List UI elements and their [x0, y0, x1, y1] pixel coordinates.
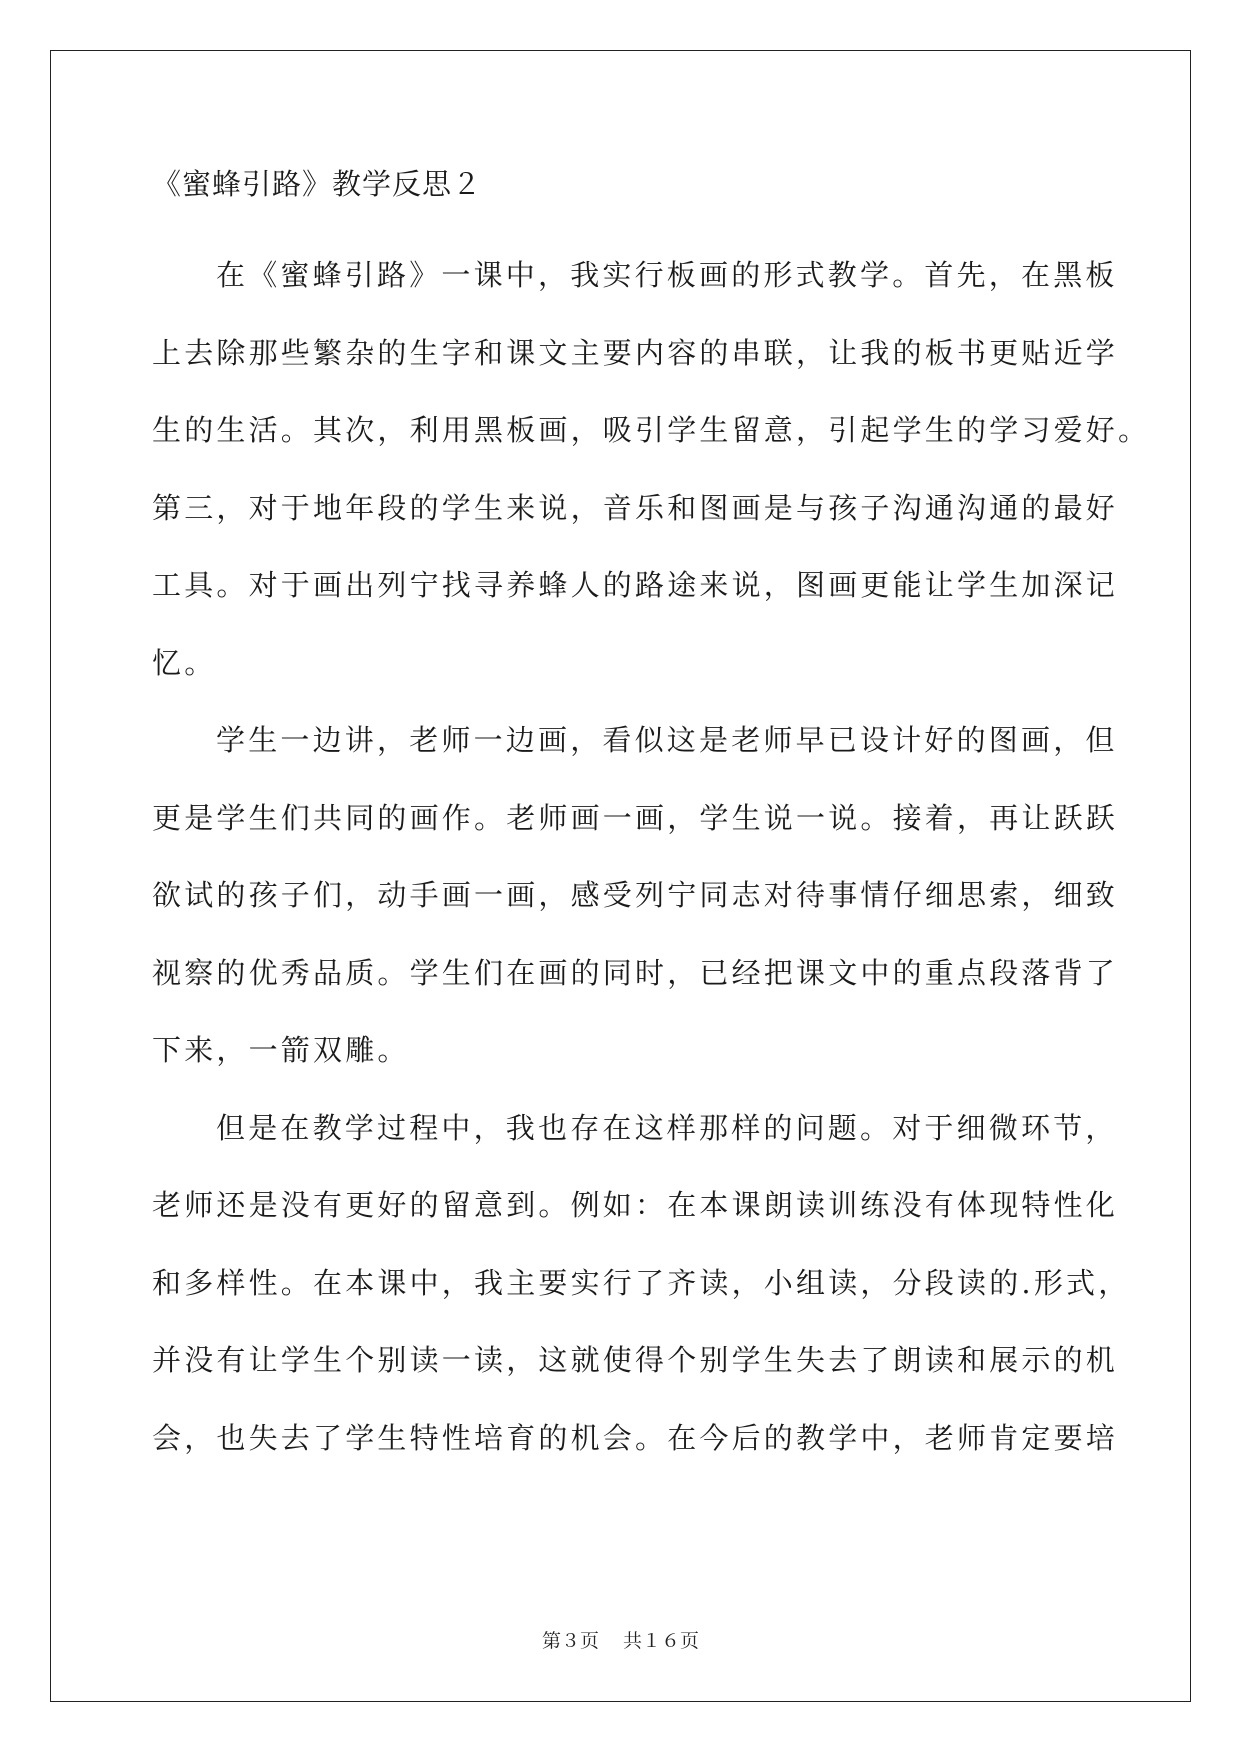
- paragraph-line: 生的生活。其次，利用黑板画，吸引学生留意，引起学生的学习爱好。: [152, 413, 1151, 447]
- paragraph-line: 更是学生们共同的画作。老师画一画，学生说一说。接着，再让跃跃: [152, 800, 1119, 835]
- paragraph-line: 上去除那些繁杂的生字和课文主要内容的串联，让我的板书更贴近学: [152, 335, 1119, 370]
- paragraph: [152, 702, 1119, 1090]
- page-total: 共１６页: [623, 1630, 700, 1652]
- paragraph-line: 学生一边讲，老师一边画，看似这是老师早已设计好的图画，但: [216, 723, 1118, 757]
- paragraph: [152, 1090, 1131, 1478]
- paragraph-line: 并没有让学生个别读一读，这就使得个别学生失去了朗读和展示的机: [152, 1343, 1119, 1377]
- paragraph-line: 和多样性。在本课中，我主要实行了齐读，小组读，分段读的.形式，: [152, 1265, 1131, 1300]
- page-number: 第３页: [541, 1630, 599, 1652]
- paragraph-line: 但是在教学过程中，我也存在这样那样的问题。对于细微环节，: [216, 1110, 1118, 1145]
- paragraph: [152, 237, 1151, 702]
- paragraph-line: 欲试的孩子们，动手画一画，感受列宁同志对待事情仔细思索，细致: [152, 878, 1119, 912]
- paragraph-line: 第三，对于地年段的学生来说，音乐和图画是与孩子沟通沟通的最好: [152, 490, 1119, 525]
- page-footer: [0, 1626, 1241, 1653]
- document-title: 《蜜蜂引路》教学反思２: [152, 167, 483, 201]
- paragraph-line: 视察的优秀品质。学生们在画的同时，已经把课文中的重点段落背了: [152, 955, 1119, 990]
- paragraph-line: 在《蜜蜂引路》一课中，我实行板画的形式教学。首先，在黑板: [216, 258, 1118, 292]
- paragraph-line: 忆。: [152, 645, 217, 680]
- paragraph-line: 老师还是没有更好的留意到。例如：在本课朗读训练没有体现特性化: [152, 1188, 1119, 1222]
- paragraph-line: 会，也失去了学生特性培育的机会。在今后的教学中，老师肯定要培: [152, 1420, 1119, 1455]
- paragraph-line: 工具。对于画出列宁找寻养蜂人的路途来说，图画更能让学生加深记: [152, 568, 1119, 602]
- paragraph-line: 下来，一箭双雕。: [152, 1033, 410, 1067]
- document-body: [152, 164, 1151, 1477]
